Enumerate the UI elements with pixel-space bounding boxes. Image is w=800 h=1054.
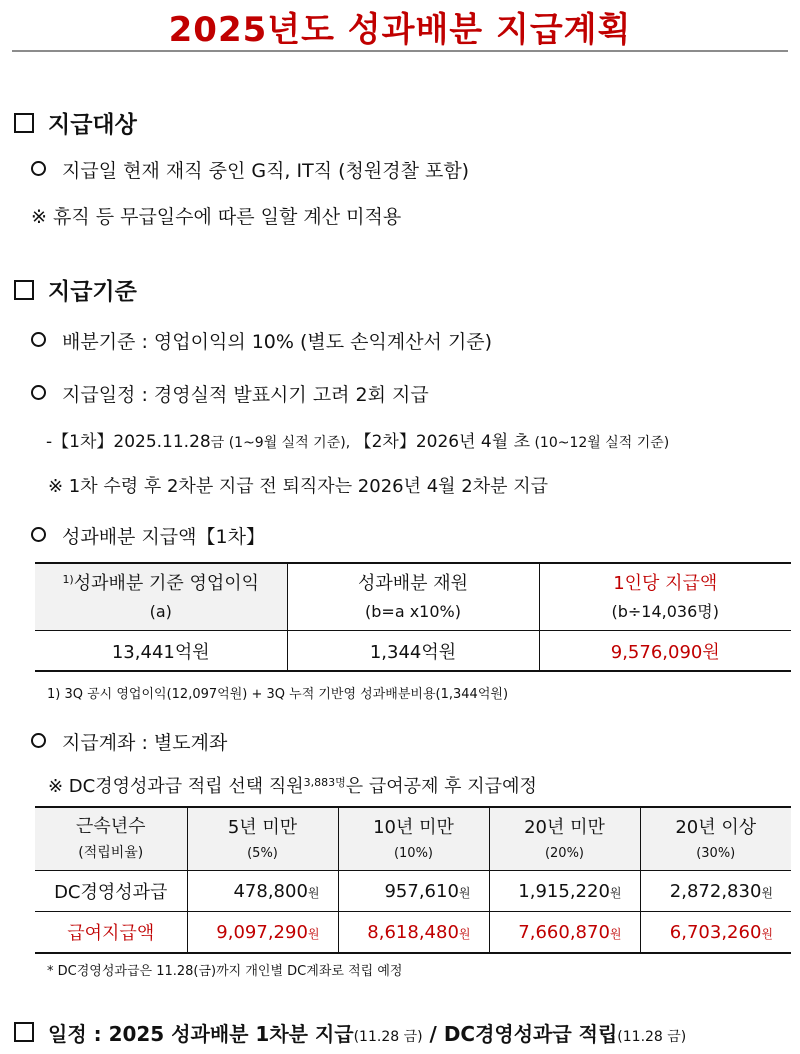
dc-bonus-label: DC경영성과급 (35, 871, 187, 912)
schedule-second: 【2차】2026년 4월 초 (354, 432, 530, 452)
tenure-col-rate: (5%) (247, 846, 278, 862)
dc-bonus-cell (338, 871, 489, 912)
header-tenure-col (640, 807, 791, 871)
won-unit: 원 (761, 885, 773, 900)
salary-pay-value: 9,097,290 (216, 921, 308, 943)
schedule-note: ※ 1차 수령 후 2차분 지급 전 퇴직자는 2026년 4월 2차분 지급 (48, 476, 549, 497)
dc-table (35, 806, 791, 954)
dc-bonus-value: 1,915,220 (518, 880, 610, 902)
dc-note-count: 3,883명 (303, 776, 346, 789)
bottom-schedule-dc: DC경영성과급 적립 (443, 1022, 618, 1046)
tenure-col-label: 5년 미만 (227, 816, 298, 838)
criteria-item-schedule (31, 380, 429, 407)
won-unit: 원 (458, 885, 471, 900)
schedule-second-note: (10~12월 실적 기준) (530, 435, 670, 451)
header-fund (287, 563, 539, 631)
payout-table (35, 562, 791, 672)
section-heading-criteria (14, 273, 137, 306)
section-heading-target-text: 지급대상 (48, 112, 137, 138)
title-divider (12, 50, 788, 52)
dc-bonus-row (35, 871, 791, 912)
value-per-person: 9,576,090원 (539, 631, 791, 672)
payout-table-header (35, 563, 791, 631)
bottom-schedule-payout: 일정 : 2025 성과배분 1차분 지급 (48, 1022, 354, 1046)
header-tenure-col (187, 807, 338, 871)
won-unit: 원 (458, 926, 471, 941)
header-fund-label: 성과배분 재원 (357, 572, 469, 594)
bottom-schedule-dc-date: (11.28 금) (617, 1029, 687, 1045)
footnote-operating-profit: 1) 3Q 공시 영업이익(12,097억원) + 3Q 누적 기반영 성과배분비용(1,344억원) (47, 687, 509, 702)
header-fund-formula: (b=a x10%) (365, 601, 461, 621)
tenure-col-label: 20년 이상 (675, 816, 757, 838)
won-unit: 원 (307, 885, 320, 900)
schedule-first-day: 금 (210, 435, 225, 451)
header-base-profit (35, 563, 287, 631)
header-per-person (539, 563, 791, 631)
salary-pay-cell (640, 912, 791, 954)
checkbox-square-icon (14, 280, 34, 300)
salary-pay-cell (489, 912, 640, 954)
salary-pay-cell (338, 912, 489, 954)
account-item (31, 728, 227, 755)
header-per-person-label: 1인당 지급액 (613, 572, 718, 594)
payout-table-values (35, 631, 791, 672)
checkbox-square-icon (14, 113, 34, 133)
tenure-col-rate: (10%) (393, 846, 434, 862)
circle-bullet-icon (31, 385, 46, 400)
salary-pay-row (35, 912, 791, 954)
dc-bonus-value: 478,800 (233, 880, 308, 902)
won-unit: 원 (609, 926, 622, 941)
payout-amount-text: 성과배분 지급액【1차】 (62, 526, 265, 548)
dc-bonus-cell (187, 871, 338, 912)
value-fund: 1,344억원 (287, 631, 539, 672)
footnote-marker: 1) (62, 572, 74, 586)
won-unit: 원 (609, 885, 622, 900)
schedule-detail (46, 427, 669, 452)
target-note: ※ 휴직 등 무급일수에 따른 일할 계산 미적용 (31, 206, 402, 228)
header-per-person-formula: (b÷14,036명) (611, 601, 719, 621)
circle-bullet-icon (31, 527, 46, 542)
checkbox-square-icon (14, 1022, 34, 1042)
account-text: 지급계좌 : 별도계좌 (62, 732, 228, 754)
section-heading-criteria-text: 지급기준 (48, 279, 137, 305)
dc-note (48, 772, 537, 798)
dc-note-tail: 은 급여공제 후 지급예정 (345, 776, 537, 797)
criteria-schedule-text: 지급일정 : 경영실적 발표시기 고려 2회 지급 (62, 384, 429, 406)
footnote-dc: * DC경영성과급은 11.28(금)까지 개인별 DC계좌로 적립 예정 (47, 964, 403, 979)
schedule-first-note: (1~9월 실적 기준), (224, 435, 355, 451)
header-tenure-sub: (적립비율) (78, 845, 144, 862)
dc-bonus-value: 2,872,830 (669, 880, 762, 902)
header-tenure-label: 근속년수 (75, 815, 146, 837)
tenure-col-rate: (20%) (544, 846, 585, 862)
bottom-schedule-separator: / (422, 1022, 444, 1046)
header-base-profit-label: 성과배분 기준 영업이익 (73, 572, 260, 594)
circle-bullet-icon (31, 161, 46, 176)
bottom-schedule-payout-date: (11.28 금) (353, 1029, 423, 1045)
payout-amount-item (31, 522, 265, 549)
salary-pay-value: 8,618,480 (367, 921, 459, 943)
tenure-col-rate: (30%) (696, 846, 736, 862)
salary-pay-label: 급여지급액 (35, 912, 187, 954)
tenure-col-label: 10년 미만 (373, 816, 454, 838)
salary-pay-cell (187, 912, 338, 954)
salary-pay-value: 6,703,260 (669, 921, 762, 943)
won-unit: 원 (307, 926, 320, 941)
section-heading-target (14, 106, 137, 139)
won-unit: 원 (761, 926, 773, 941)
dc-bonus-value: 957,610 (384, 880, 459, 902)
header-tenure-col (489, 807, 640, 871)
dc-table-header (35, 807, 791, 871)
value-base-profit: 13,441억원 (35, 631, 287, 672)
schedule-first: -【1차】2025.11.28 (46, 432, 211, 452)
page-title: 2025년도 성과배분 지급계획 (168, 10, 632, 50)
dc-note-main: ※ DC경영성과급 적립 선택 직원 (48, 776, 304, 797)
circle-bullet-icon (31, 733, 46, 748)
header-base-profit-formula: (a) (149, 601, 172, 621)
header-tenure-col (338, 807, 489, 871)
salary-pay-value: 7,660,870 (518, 921, 610, 943)
dc-bonus-cell (489, 871, 640, 912)
criteria-item-allocation (31, 327, 492, 354)
target-item (31, 156, 469, 183)
circle-bullet-icon (31, 332, 46, 347)
tenure-col-label: 20년 미만 (524, 816, 605, 838)
bottom-schedule (14, 1018, 686, 1047)
dc-bonus-cell (640, 871, 791, 912)
header-tenure (35, 807, 187, 871)
target-item-text: 지급일 현재 재직 중인 G직, IT직 (청원경찰 포함) (62, 160, 470, 182)
criteria-allocation-text: 배분기준 : 영업이익의 10% (별도 손익계산서 기준) (62, 331, 493, 353)
